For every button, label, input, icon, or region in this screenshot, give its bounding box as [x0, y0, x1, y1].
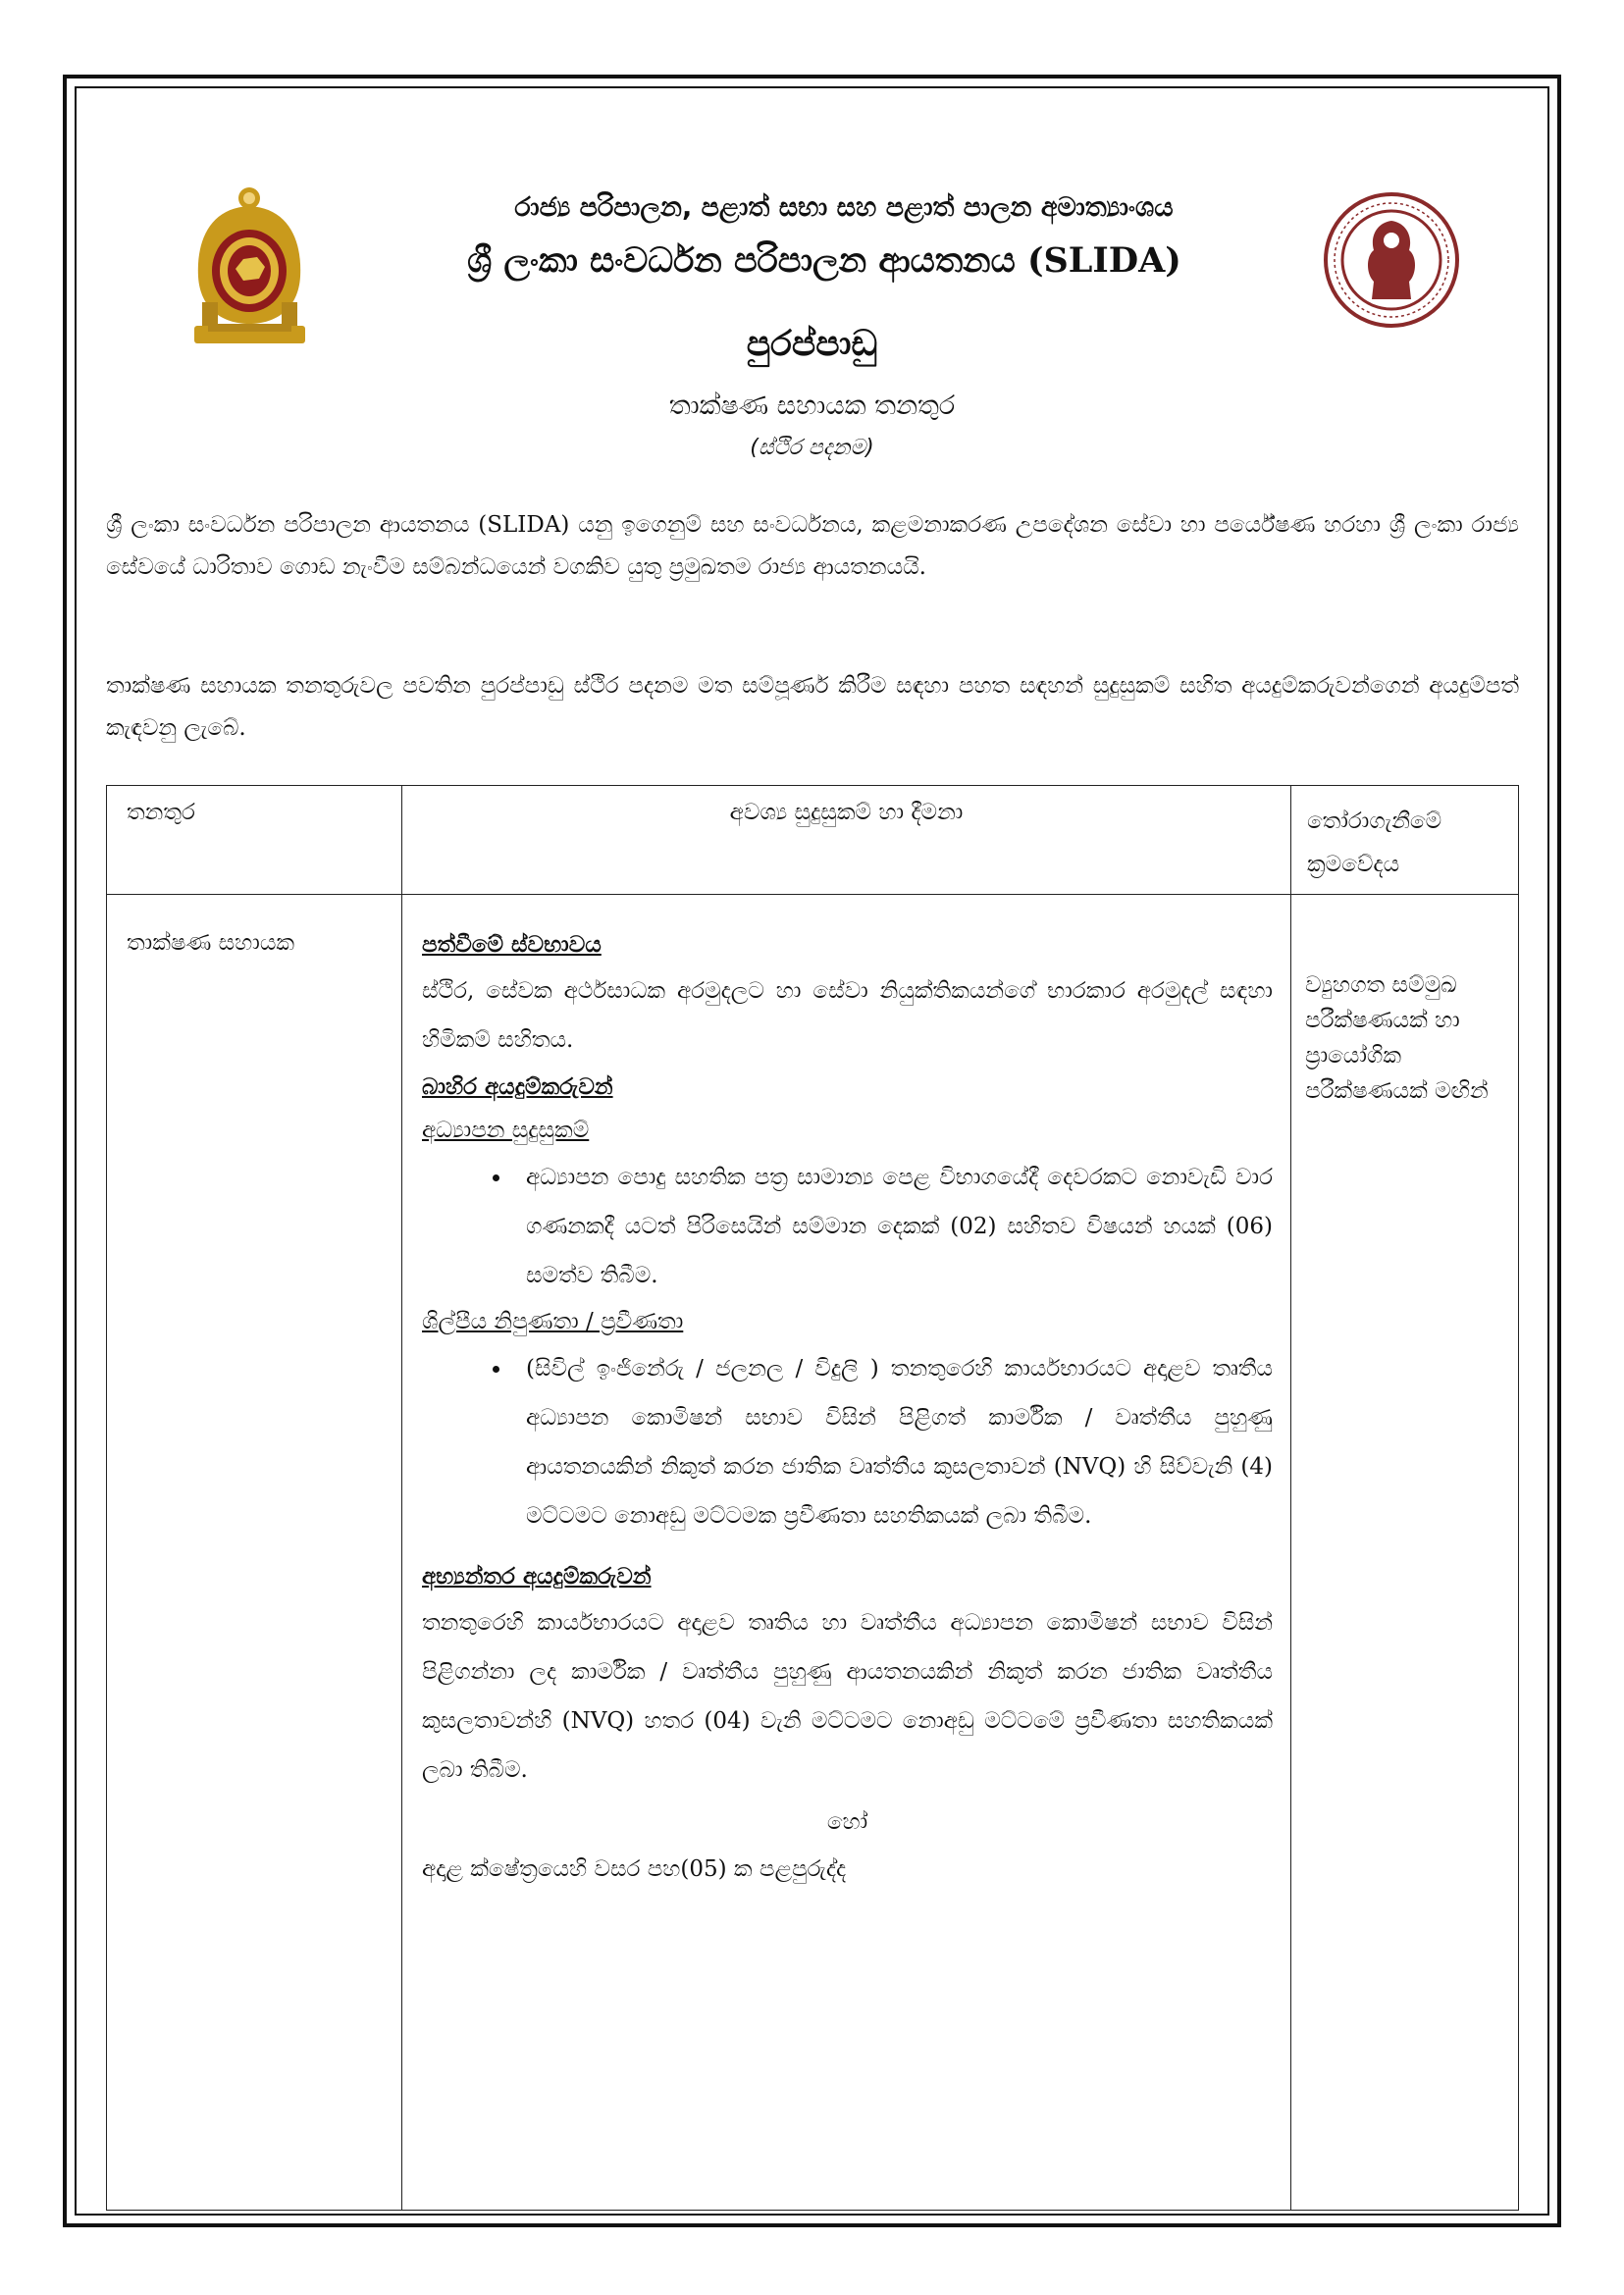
- selection-method-cell: ව්‍යුහගත සම්මුඛ පරීක්ෂණයක් හා ප්‍රායෝගික පරීක්ෂණයක් මඟින්: [1291, 895, 1519, 2211]
- vacancy-heading: පුරප්පාඩු: [746, 324, 878, 364]
- header-selection-method: තෝරාගැනීමේ ක්‍රමවේදය: [1291, 786, 1519, 895]
- post-name-cell: තාක්ෂණ සහායක: [107, 895, 402, 2211]
- or-separator: හෝ: [826, 1809, 868, 1835]
- post-type: (ස්ථිර පදනම): [750, 436, 874, 460]
- table-row: [107, 895, 1519, 2211]
- table-header-row: [107, 786, 1519, 895]
- qualifications-cell: [402, 895, 1291, 2211]
- slida-seal-icon: [1323, 191, 1460, 329]
- internal-applicants-heading: අභ්‍යන්තර අයදුම්කරුවන්: [422, 1563, 652, 1590]
- education-heading: අධ්‍යාපන සුදුසුකම්: [422, 1118, 590, 1143]
- institute-title: ශ්‍රී ලංකා සංවර්ධන පරිපාලන ආයතනය (SLIDA): [467, 240, 1181, 281]
- skills-list: [422, 1344, 1273, 1540]
- list-item: • අධ්‍යාපන පොදු සහතික පත්‍ර සාමාන්‍ය පෙළ විභාගයේදී දෙවරකට නොවැඩි වාර ගණනකදී යටත් පිරිසෙයින් සම්මාන දෙකක් (02) සහිතව විෂයන් හයක් (06) සමත්ව තිබීම.: [512, 1153, 1273, 1300]
- list-item: • (සිවිල් ඉංජිනේරු / ජලනල / විදුලි ) තනතුරෙහි කාර්යභාරයට අදාළව තෘතීය අධ්‍යාපන කොමිෂන් සභාව විසින් පිළිගත් කාර්මික / වෘත්තීය පුහුණු ආයතනයකින් නිකුත් කරන ජාතික වෘත්තීය කුසලතාවන් (NVQ) හි සිව්වැනි (4) මට්ටමට නොඅඩු මට්ටමක ප්‍රවීණතා සහතිකයක් ලබා තිබීම.: [512, 1344, 1273, 1540]
- header-qualifications: අවශ්‍ය සුදුසුකම් හා දීමනා: [402, 786, 1291, 895]
- skills-heading: ශිල්පීය නිපුණතා / ප්‍රවීණතා: [422, 1309, 684, 1334]
- post-title: තාක්ෂණ සහායක තනතුර: [668, 391, 956, 421]
- requirements-table: [106, 785, 1519, 2211]
- ministry-title: රාජ්‍ය පරිපාලන, පළාත් සභා සහ පළාත් පාලන අමාත්‍යාංශය: [514, 192, 1174, 223]
- external-applicants-heading: බාහිර අයදුම්කරුවන්: [422, 1073, 613, 1100]
- education-list: [422, 1153, 1273, 1300]
- experience-text: අදාළ ක්ෂේත්‍රයෙහි වසර පහ(05) ක පළපුරුද්ද: [422, 1856, 847, 1882]
- intro-paragraph: ශ්‍රී ලංකා සංවර්ධන පරිපාලන ආයතනය (SLIDA) යනු ඉගෙනුම් සහ සංවර්ධනය, කළමනාකරණ උපදේශන සේවා හා පර්යේෂණ හරහා ශ්‍රී ලංකා රාජ්‍ය සේවයේ ධාරිතාව ගොඩ නැංවීම සම්බන්ධයෙන් වගකිව යුතු ප්‍රමුඛතම රාජ්‍ය ආයතනයයි.: [106, 512, 1519, 580]
- internal-text: තනතුරෙහි කාර්යභාරයට අදාළව තෘතිය හා වෘත්තීය අධ්‍යාපන කොමිෂන් සභාව විසින් පිළිගන්නා ලද කාර්මික / වෘත්තීය පුහුණු ආයතනයකින් නිකුත් කරන ජාතික වෘත්තීය කුසලතාවන්හි (NVQ) හතර (04) වැනි මට්ටමට නොඅඩු මට්ටමේ ප්‍රවීණතා සහතිකයක් ලබා තිබීම.: [422, 1610, 1273, 1783]
- nature-heading: පත්වීමේ ස්වභාවය: [422, 931, 602, 958]
- header-post: තනතුර: [107, 786, 402, 895]
- nature-text: ස්ථිර, සේවක අර්ථසාධක අරමුදලට හා සේවා නියුක්තිකයන්ගේ භාරකාර අරමුදල් සඳහා හිමිකම් සහිතය.: [422, 978, 1273, 1053]
- call-for-applications-paragraph: තාක්ෂණ සහායක තනතුරුවල පවතින පුරප්පාඩු ස්ථිර පදනම මත සම්පූර්ණ කිරීම සඳහා පහත සඳහන් සුදුසුකම් සහිත අයදුම්කරුවන්ගෙන් අයදුම්පත් කැඳවනු ලැබේ.: [106, 673, 1519, 741]
